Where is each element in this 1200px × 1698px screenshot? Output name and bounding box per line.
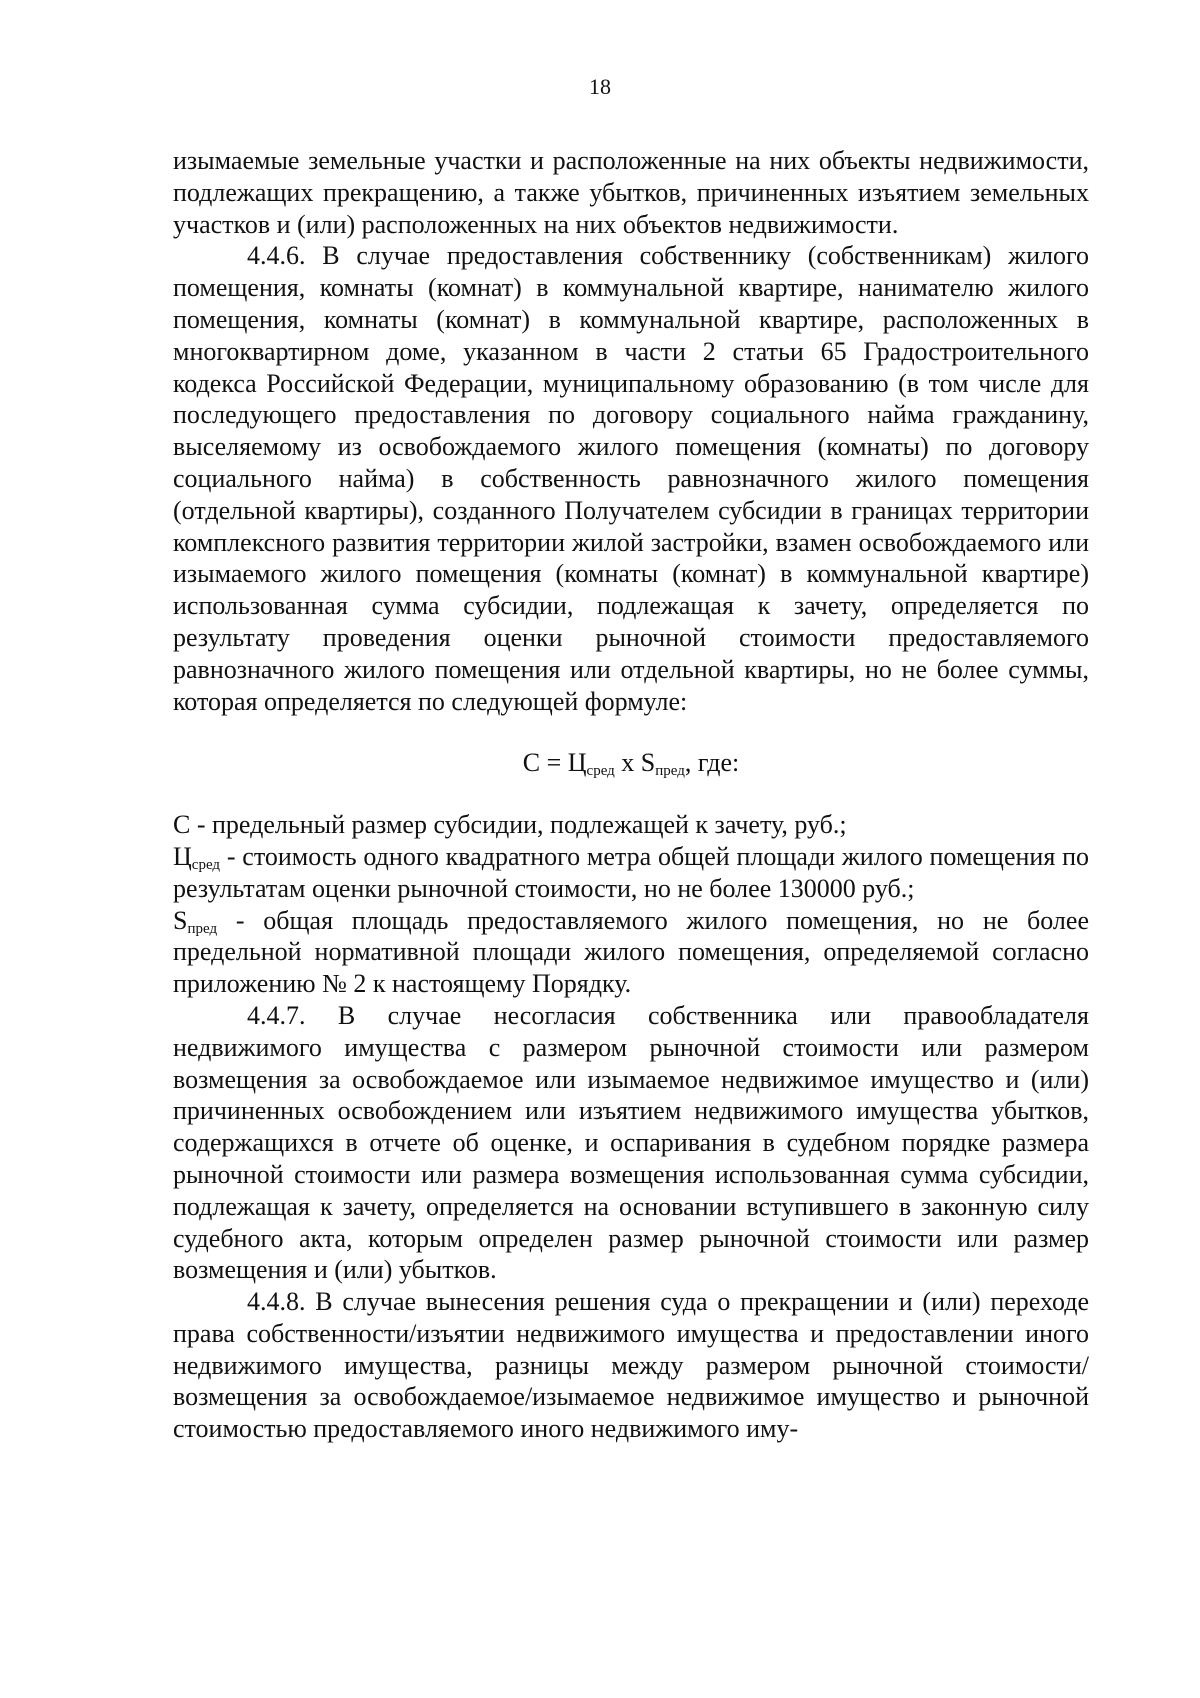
definition-tsred-text: - стоимость одного квадратного метра общей площади жилого помещения по результатам оценки рыночной стоимости, но не более 130000 руб.; <box>173 841 1089 903</box>
paragraph-4-4-6: 4.4.6. В случае предоставления собственнику (собственникам) жилого помещения, комнаты (комнат) в коммунальной квартире, нанимателю жилого помещения, комнаты (комнат) в коммунальной квартире, расположенных в многоквартирном доме, указанном в части 2 статьи 65 Градостроительного кодекса Российской Федерации, муниципальному образованию (в том числе для последующего предоставления по договору социального найма гражданину, выселяемому из освобождаемого жилого помещения (комнаты) по договору социального найма) в собственность равнозначного жилого помещения (отдельной квартиры), созданного Получателем субсидии в границах территории комплексного развития территории жилой застройки, взамен освобождаемого или изымаемого жилого помещения (комнаты (комнат) в коммунальной квартире) использованная сумма субсидии, подлежащая к зачету, определяется по результату проведения оценки рыночной стоимости предоставляемого равнозначного жилого помещения или отдельной квартиры, но не более суммы, которая определяется по следующей формуле: <box>173 241 1089 716</box>
formula-sub-sred: сред <box>586 763 615 780</box>
paragraph-4-4-7: 4.4.7. В случае несогласия собственника или правообладателя недвижимого имущества с размером рыночной стоимости или размером возмещения за освобождаемое или изымаемое недвижимое имущество и (или) причиненных освобождением или изъятием недвижимого имущества убытков, содержащихся в отчете об оценке, и оспаривания в судебном порядке размера рыночной стоимости или размера возмещения использованная сумма субсидии, подлежащая к зачету, определяется на основании вступившего в законную силу судебного акта, которым определен размер рыночной стоимости или размер возмещения и (или) убытков. <box>173 1000 1089 1285</box>
definition-tsred-sub: сред <box>191 856 221 873</box>
definition-c: С - предельный размер субсидии, подлежащей к зачету, руб.; <box>173 810 847 840</box>
formula-lhs: С = Ц <box>522 748 587 778</box>
definition-spred-text: - общая площадь предоставляемого жилого помещения, но не более предельной нормативной площади жилого помещения, определяемой согласно приложению № 2 к настоящему Порядку. <box>173 905 1089 999</box>
definition-tsred <box>173 841 1089 905</box>
formula <box>173 747 1089 779</box>
definition-spred-symbol: S <box>173 905 188 935</box>
paragraph-4-4-8: 4.4.8. В случае вынесения решения суда о прекращении и (или) переходе права собственности/изъятии недвижимого имущества и предоставлении иного недвижимого имущества, разницы между размером рыночной стоимости/возмещения за освобождаемое/изымаемое недвижимое имущество и рыночной стоимостью предоставляемого иного недвижимого иму- <box>173 1287 1089 1444</box>
formula-sub-pred: пред <box>655 763 685 780</box>
definition-tsred-symbol: Ц <box>173 841 192 871</box>
definition-spred-sub: пред <box>187 920 218 937</box>
document-body <box>173 145 1089 1445</box>
page-number: 18 <box>589 74 611 99</box>
formula-tail: , где: <box>684 748 740 778</box>
definition-spred <box>173 905 1089 1000</box>
paragraph-continuation: изымаемые земельные участки и расположенные на них объекты недвижимости, подлежащих прекращению, а также убытков, причиненных изъятием земельных участков и (или) расположенных на них объектов недвижимости. <box>173 146 1089 239</box>
formula-mid: х S <box>614 748 656 778</box>
